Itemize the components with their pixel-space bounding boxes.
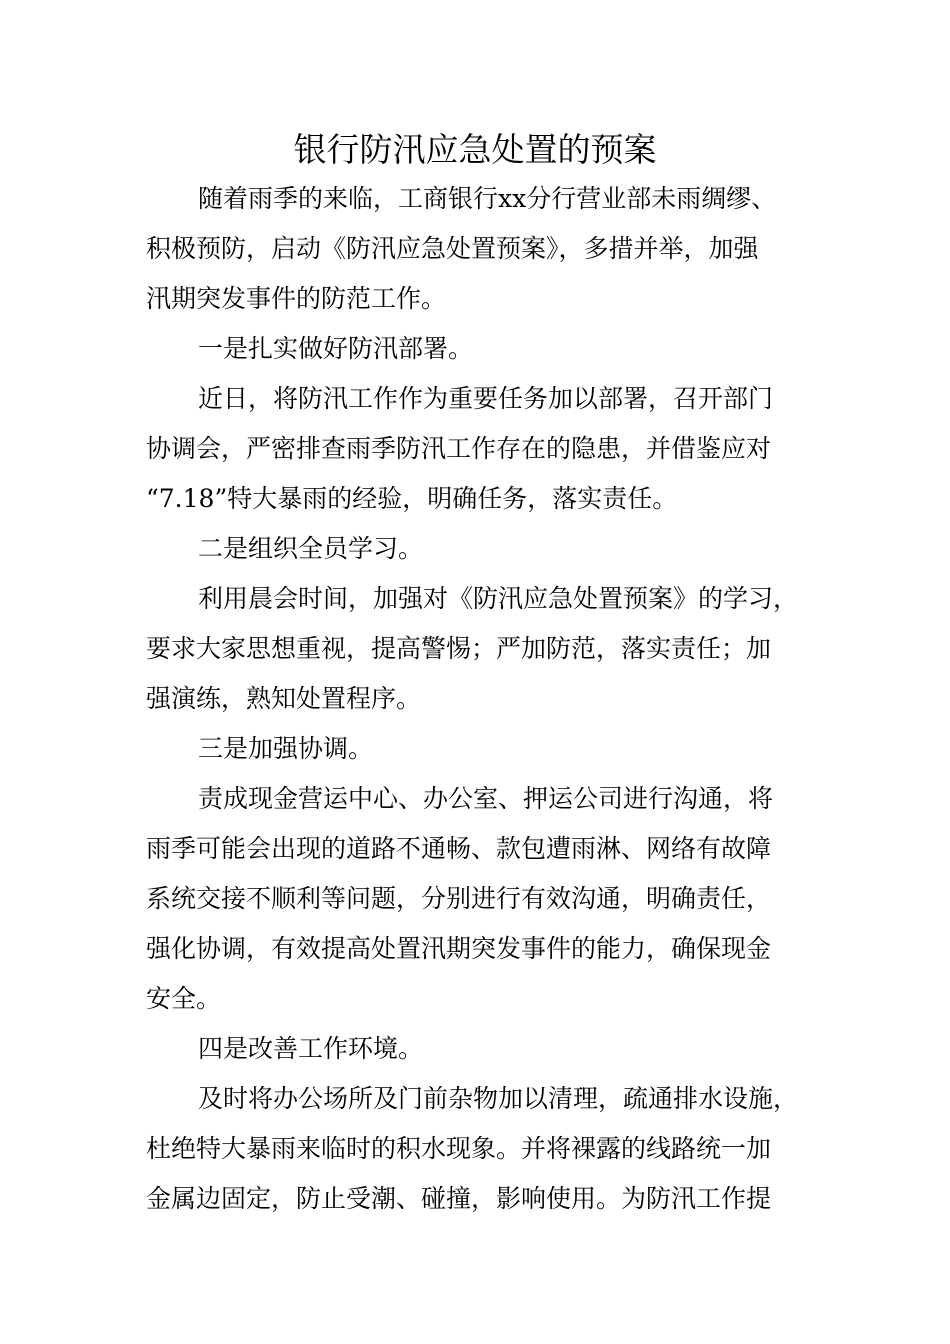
section-heading-4 (146, 1024, 806, 1074)
text-line: 责成现金营运中心、办公室、押运公司进行沟通，将 (198, 784, 774, 813)
paragraph-intro (146, 174, 806, 324)
paragraph-section-3 (146, 774, 806, 1024)
text-line: 一是扎实做好防汛部署。 (198, 334, 474, 363)
text-line: 系统交接不顺利等问题，分别进行有效沟通，明确责任， (146, 884, 772, 913)
text-line: 二是组织全员学习。 (198, 534, 424, 563)
text-line: 四是改善工作环境。 (198, 1034, 424, 1063)
text-line: 强演练，熟知处置程序。 (146, 684, 422, 713)
document-title: 银行防汛应急处置的预案 (293, 130, 657, 169)
text-line: 积极预防，启动《防汛应急处置预案》，多措并举，加强 (146, 234, 759, 263)
text-line: 协调会，严密排查雨季防汛工作存在的隐患，并借鉴应对 (146, 434, 772, 463)
document-body (146, 174, 806, 1224)
text-line: 安全。 (146, 984, 222, 1013)
text-line: 金属边固定，防止受潮、碰撞，影响使用。为防汛工作提 (146, 1184, 772, 1213)
paragraph-section-4 (146, 1074, 806, 1224)
text-line: “7.18”特大暴雨的经验，明确任务，落实责任。 (146, 484, 678, 513)
text-line: 近日，将防汛工作作为重要任务加以部署，召开部门 (198, 384, 774, 413)
text-line: 及时将办公场所及门前杂物加以清理，疏通排水设施， (198, 1084, 799, 1113)
text-line: 杜绝特大暴雨来临时的积水现象。并将裸露的线路统一加 (146, 1134, 772, 1163)
paragraph-section-2 (146, 574, 806, 724)
text-line: 要求大家思想重视，提高警惕；严加防范，落实责任；加 (146, 634, 772, 663)
text-line: 三是加强协调。 (198, 734, 374, 763)
text-line: 利用晨会时间，加强对《防汛应急处置预案》的学习， (198, 584, 799, 613)
text-line: 随着雨季的来临，工商银行xx分行营业部未雨绸缪、 (198, 184, 777, 213)
text-line: 汛期突发事件的防范工作。 (146, 284, 447, 313)
section-heading-3 (146, 724, 806, 774)
text-line: 强化协调，有效提高处置汛期突发事件的能力，确保现金 (146, 934, 772, 963)
text-line: 雨季可能会出现的道路不通畅、款包遭雨淋、网络有故障 (146, 834, 772, 863)
section-heading-2 (146, 524, 806, 574)
paragraph-section-1 (146, 374, 806, 524)
section-heading-1 (146, 324, 806, 374)
